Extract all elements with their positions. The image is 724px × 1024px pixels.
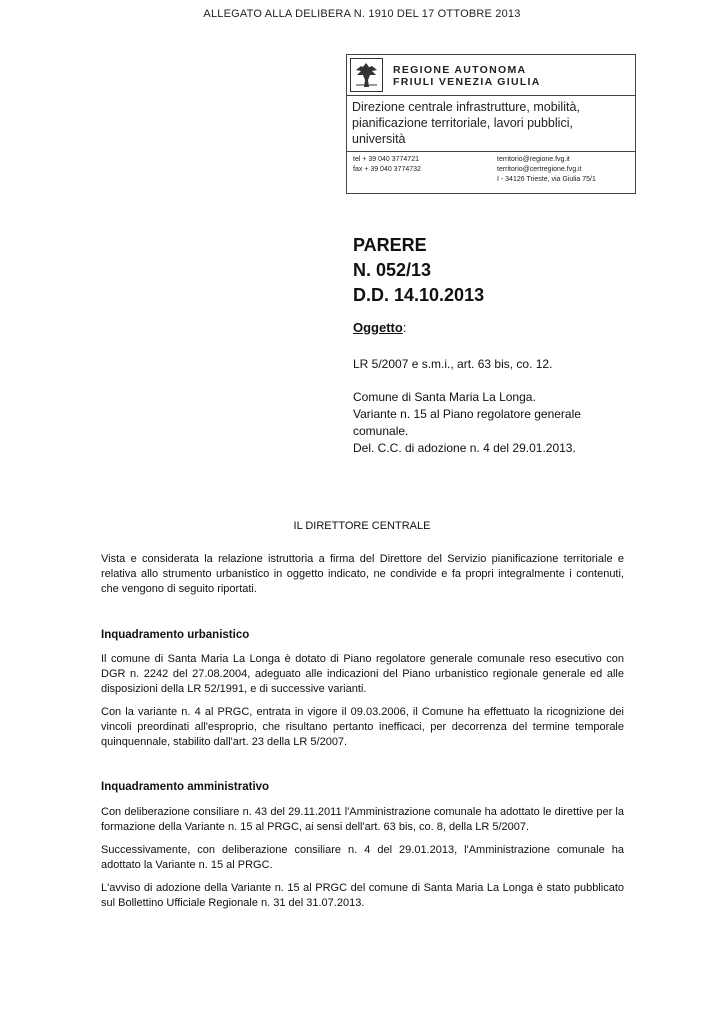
section-title-urbanistico: Inquadramento urbanistico xyxy=(101,629,250,641)
intro-paragraph: Vista e considerata la relazione istruttoria a firma del Direttore del Servizio pianificazione territoriale e relativa allo strumento urbanistico in oggetto indicato, ne condivide e fa propri integralmente i contenuti, che vengono di seguito riportati. xyxy=(101,553,624,595)
region-name-line2: FRIULI VENEZIA GIULIA xyxy=(393,76,541,88)
parere-date: D.D. 14.10.2013 xyxy=(353,285,485,305)
subject-details xyxy=(353,389,653,457)
paragraph-amministrativo-3: L'avviso di adozione della Variante n. 15 al PRGC del comune di Santa Maria La Longa è stato pubblicato sul Bollettino Ufficiale Regionale n. 31 del 31.07.2013. xyxy=(101,882,624,909)
subject-line3: comunale. xyxy=(353,424,409,438)
directorate-name xyxy=(352,99,634,147)
subject-line1: Comune di Santa Maria La Longa. xyxy=(353,390,536,404)
parere-title: PARERE xyxy=(353,235,427,255)
subject-label-row xyxy=(353,320,406,335)
section-title-amministrativo: Inquadramento amministrativo xyxy=(101,781,270,793)
subject-label: Oggetto xyxy=(353,320,403,335)
eagle-emblem-icon xyxy=(350,58,383,92)
director-title: IL DIRETTORE CENTRALE xyxy=(293,520,431,532)
header-note: ALLEGATO ALLA DELIBERA N. 1910 DEL 17 OTTOBRE 2013 xyxy=(203,8,521,20)
subject-law-reference: LR 5/2007 e s.m.i., art. 63 bis, co. 12. xyxy=(353,357,553,371)
region-name-line1: REGIONE AUTONOMA xyxy=(393,64,527,76)
directorate-line3: università xyxy=(352,132,406,146)
paragraph-amministrativo-2: Successivamente, con deliberazione consiliare n. 4 del 29.01.2013, l'Amministrazione comunale ha adottato la Variante n. 15 al PRGC. xyxy=(101,844,624,871)
email-certified: territorio@certregione.fvg.it xyxy=(497,166,582,173)
tel-number: tel + 39 040 3774721 xyxy=(353,156,419,163)
contacts-email xyxy=(497,155,596,185)
subject-line2: Variante n. 15 al Piano regolatore generale xyxy=(353,407,581,421)
letterhead-contacts xyxy=(347,151,635,193)
letterhead xyxy=(346,54,636,194)
parere-heading xyxy=(353,233,484,308)
letterhead-region xyxy=(347,55,635,96)
paragraph-urbanistico-1: Il comune di Santa Maria La Longa è dotato di Piano regolatore generale comunale reso esecutivo con DGR n. 2242 del 27.08.2004, adeguato alle indicazioni del Piano urbanistico regionale generale ed alle disposizioni della LR 52/1991, e di successive varianti. xyxy=(101,653,624,695)
directorate-line2: pianificazione territoriale, lavori pubblici, xyxy=(352,116,573,130)
directorate-line1: Direzione centrale infrastrutture, mobilità, xyxy=(352,100,580,114)
paragraph-urbanistico-2: Con la variante n. 4 al PRGC, entrata in vigore il 09.03.2006, il Comune ha effettuato la ricognizione dei vincoli preordinati all'esproprio, che risultano pertanto inefficaci, per decorrenza del termine temporale quinquennale, stabilito dall'art. 23 della LR 5/2007. xyxy=(101,706,624,748)
subject-line4: Del. C.C. di adozione n. 4 del 29.01.2013. xyxy=(353,441,576,455)
postal-address: I - 34126 Trieste, via Giulia 75/1 xyxy=(497,176,596,183)
letterhead-directorate xyxy=(347,95,635,152)
subject-colon: : xyxy=(402,320,407,335)
email-primary: territorio@regione.fvg.it xyxy=(497,156,570,163)
parere-number: N. 052/13 xyxy=(353,260,432,280)
fax-number: fax + 39 040 3774732 xyxy=(353,166,421,173)
paragraph-amministrativo-1: Con deliberazione consiliare n. 43 del 29.11.2011 l'Amministrazione comunale ha adottato le direttive per la formazione della Variante n. 15 al PRGC, ai sensi dell'art. 63 bis, co. 8, della LR 5/2007. xyxy=(101,806,624,833)
contacts-phone xyxy=(353,155,421,175)
